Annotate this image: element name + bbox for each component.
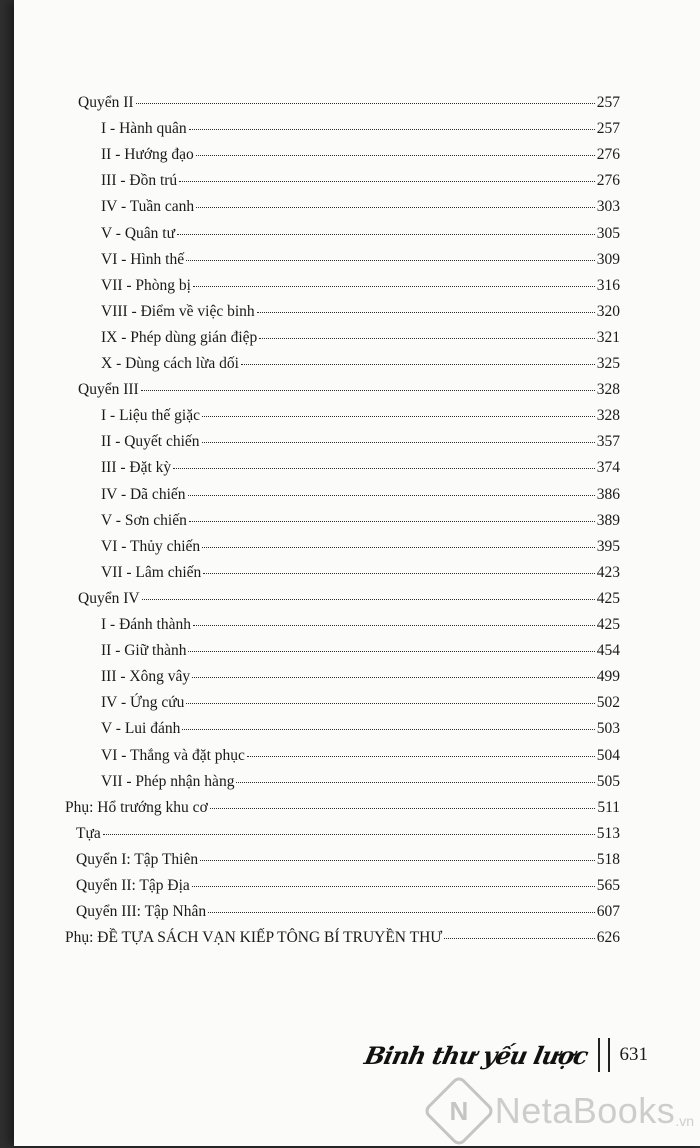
toc-entry-title: III - Xông vây bbox=[101, 668, 191, 686]
toc-entry-title: IX - Phép dùng gián điệp bbox=[101, 328, 258, 346]
toc-entry-title: VI - Thủy chiến bbox=[101, 537, 201, 555]
toc-entry bbox=[65, 799, 620, 817]
toc-entry bbox=[101, 172, 620, 190]
dot-leader bbox=[200, 860, 595, 861]
dot-leader bbox=[236, 782, 594, 783]
toc-entry-page: 395 bbox=[596, 537, 620, 555]
dot-leader bbox=[189, 129, 595, 130]
toc-entry bbox=[101, 616, 620, 634]
dot-leader bbox=[186, 260, 595, 261]
toc-entry-title: IV - Dã chiến bbox=[101, 485, 186, 503]
dot-leader bbox=[179, 181, 595, 182]
toc-entry-page: 374 bbox=[596, 459, 620, 477]
toc-entry-page: 328 bbox=[596, 407, 620, 425]
toc-entry-title: V - Sơn chiến bbox=[101, 511, 187, 529]
dot-leader bbox=[196, 207, 595, 208]
toc-entry-page: 626 bbox=[596, 929, 620, 947]
toc-entry-page: 303 bbox=[596, 198, 620, 216]
toc-entry-page: 325 bbox=[596, 355, 620, 372]
toc-entry-page: 503 bbox=[596, 720, 620, 738]
toc-entry-title: IV - Tuần canh bbox=[101, 198, 195, 216]
toc-entry bbox=[101, 198, 620, 216]
toc-entry bbox=[101, 120, 620, 138]
toc-entry-title: Phụ: Hổ trướng khu cơ bbox=[65, 798, 208, 816]
toc-entry-title: II - Giữ thành bbox=[101, 642, 187, 660]
toc-entry-page: 316 bbox=[596, 276, 620, 294]
watermark-text: NetaBooks bbox=[494, 1090, 676, 1131]
toc-entry-title: I - Đánh thành bbox=[101, 616, 191, 633]
dot-leader bbox=[196, 155, 595, 156]
toc-entry-page: 257 bbox=[596, 120, 620, 138]
toc-entry-page: 504 bbox=[596, 746, 620, 764]
netabooks-logo-icon: N bbox=[422, 1074, 496, 1148]
dot-leader bbox=[182, 729, 594, 730]
dot-leader bbox=[103, 834, 595, 835]
toc-entry-title: I - Liệu thế giặc bbox=[101, 407, 200, 425]
dot-leader bbox=[208, 912, 595, 913]
toc-entry-title: II - Quyết chiến bbox=[101, 433, 200, 451]
toc-entry bbox=[76, 851, 620, 869]
toc-entry-page: 607 bbox=[596, 903, 620, 921]
toc-entry-title: Quyển III bbox=[78, 381, 139, 399]
toc-entry-title: Quyển II: Tập Địa bbox=[76, 877, 190, 894]
dot-leader bbox=[186, 703, 594, 704]
toc-entry-title: Tựa bbox=[76, 824, 101, 842]
toc-entry-title: V - Quân tư bbox=[101, 224, 175, 242]
book-page bbox=[14, 0, 700, 1146]
toc-entry-title: Quyển II bbox=[78, 94, 134, 111]
toc-entry-page: 309 bbox=[596, 250, 620, 268]
toc-entry bbox=[101, 512, 620, 530]
toc-entry bbox=[101, 459, 620, 477]
netabooks-watermark bbox=[433, 1085, 694, 1137]
toc-entry-page: 425 bbox=[596, 616, 620, 633]
toc-entry-page: 502 bbox=[596, 694, 620, 712]
toc-entry-page: 321 bbox=[596, 328, 620, 346]
dot-leader bbox=[444, 938, 594, 939]
toc-entry bbox=[101, 694, 620, 712]
toc-entry-page: 389 bbox=[596, 511, 620, 529]
toc-entry-page: 257 bbox=[596, 94, 620, 111]
toc-entry bbox=[65, 929, 620, 947]
toc-entry-title: Quyển IV bbox=[78, 589, 140, 607]
dot-leader bbox=[247, 756, 595, 757]
toc-entry-title: X - Dùng cách lừa dối bbox=[101, 355, 239, 372]
watermark-suffix: .vn bbox=[675, 1113, 694, 1129]
dot-leader bbox=[173, 468, 595, 469]
toc-entry bbox=[101, 564, 620, 582]
toc-entry bbox=[101, 720, 620, 738]
toc-entry-page: 511 bbox=[597, 798, 620, 816]
dot-leader bbox=[192, 677, 595, 678]
toc-entry bbox=[101, 486, 620, 504]
dot-leader bbox=[203, 573, 594, 574]
toc-entry bbox=[101, 668, 620, 686]
dot-leader bbox=[202, 416, 595, 417]
toc-entry-page: 513 bbox=[596, 824, 620, 842]
toc-entry-page: 320 bbox=[596, 302, 620, 320]
toc-entry-page: 276 bbox=[596, 172, 620, 190]
dot-leader bbox=[193, 286, 595, 287]
toc-entry-title: Phụ: ĐỀ TỰA SÁCH VẠN KIẾP TÔNG BÍ TRUYỀN THƯ bbox=[65, 929, 443, 947]
toc-entry-title: VI - Hình thế bbox=[101, 250, 185, 268]
page-footer bbox=[362, 1038, 648, 1072]
toc-entry bbox=[101, 355, 620, 373]
toc-entry-page: 518 bbox=[596, 850, 620, 868]
toc-entry-page: 454 bbox=[596, 642, 620, 660]
toc-entry-title: III - Đặt kỳ bbox=[101, 459, 172, 477]
toc-entry-title: IV - Ứng cứu bbox=[101, 694, 185, 712]
toc-entry bbox=[101, 225, 620, 243]
dot-leader bbox=[189, 521, 595, 522]
toc-entry bbox=[76, 877, 620, 895]
toc-entry bbox=[101, 433, 620, 451]
dot-leader bbox=[202, 442, 595, 443]
toc-entry-page: 499 bbox=[596, 668, 620, 686]
toc-entry-title: Quyển I: Tập Thiên bbox=[76, 850, 199, 868]
toc-entry bbox=[78, 381, 620, 399]
toc-entry-title: I - Hành quân bbox=[101, 120, 187, 138]
toc-entry bbox=[101, 329, 620, 347]
toc-entry bbox=[76, 903, 620, 921]
toc-entry bbox=[101, 407, 620, 425]
dot-leader bbox=[210, 808, 596, 809]
dot-leader bbox=[188, 651, 594, 652]
toc-entry bbox=[101, 277, 620, 295]
toc-entry-title: III - Đồn trú bbox=[101, 172, 178, 190]
toc-entry-page: 305 bbox=[596, 224, 620, 242]
dot-leader bbox=[257, 312, 595, 313]
dot-leader bbox=[188, 495, 595, 496]
dot-leader bbox=[142, 599, 595, 600]
toc-entry-title: VII - Lâm chiến bbox=[101, 563, 202, 581]
toc-entry bbox=[78, 94, 620, 112]
toc-entry-title: V - Lui đánh bbox=[101, 720, 181, 738]
toc-entry-title: Quyển III: Tập Nhân bbox=[76, 903, 207, 921]
page-number: 631 bbox=[619, 1044, 648, 1065]
toc-entry-page: 423 bbox=[596, 563, 620, 581]
toc-entry bbox=[101, 642, 620, 660]
dot-leader bbox=[241, 364, 595, 365]
toc-entry bbox=[101, 747, 620, 765]
dot-leader bbox=[141, 390, 595, 391]
dot-leader bbox=[136, 103, 595, 104]
dot-leader bbox=[202, 547, 595, 548]
double-rule-separator bbox=[598, 1038, 610, 1072]
toc-entry-page: 357 bbox=[596, 433, 620, 451]
toc-entry bbox=[101, 303, 620, 321]
dot-leader bbox=[177, 234, 595, 235]
toc-entry bbox=[76, 825, 620, 843]
toc-entry-page: 328 bbox=[596, 381, 620, 399]
dot-leader bbox=[192, 886, 595, 887]
book-title-signature: Binh thư yếu lược bbox=[362, 1040, 591, 1070]
toc-entry bbox=[101, 146, 620, 164]
toc-entry-title: VIII - Điểm về việc binh bbox=[101, 302, 255, 320]
toc-entry-page: 386 bbox=[596, 485, 620, 503]
toc-entry-page: 276 bbox=[596, 146, 620, 164]
toc-entry bbox=[101, 773, 620, 791]
toc-entry-page: 565 bbox=[596, 877, 620, 894]
toc-entry-page: 425 bbox=[596, 589, 620, 607]
toc-entry-title: II - Hướng đạo bbox=[101, 146, 194, 164]
dot-leader bbox=[259, 338, 594, 339]
toc-entry bbox=[101, 538, 620, 556]
toc-entry-page: 505 bbox=[596, 772, 620, 790]
toc-entry-title: VII - Phòng bị bbox=[101, 276, 191, 294]
dot-leader bbox=[193, 625, 595, 626]
toc-entry-title: VII - Phép nhận hàng bbox=[101, 772, 235, 790]
toc-entry-title: VI - Thắng và đặt phục bbox=[101, 746, 245, 764]
toc-entry bbox=[78, 590, 620, 608]
toc-entry bbox=[101, 251, 620, 269]
